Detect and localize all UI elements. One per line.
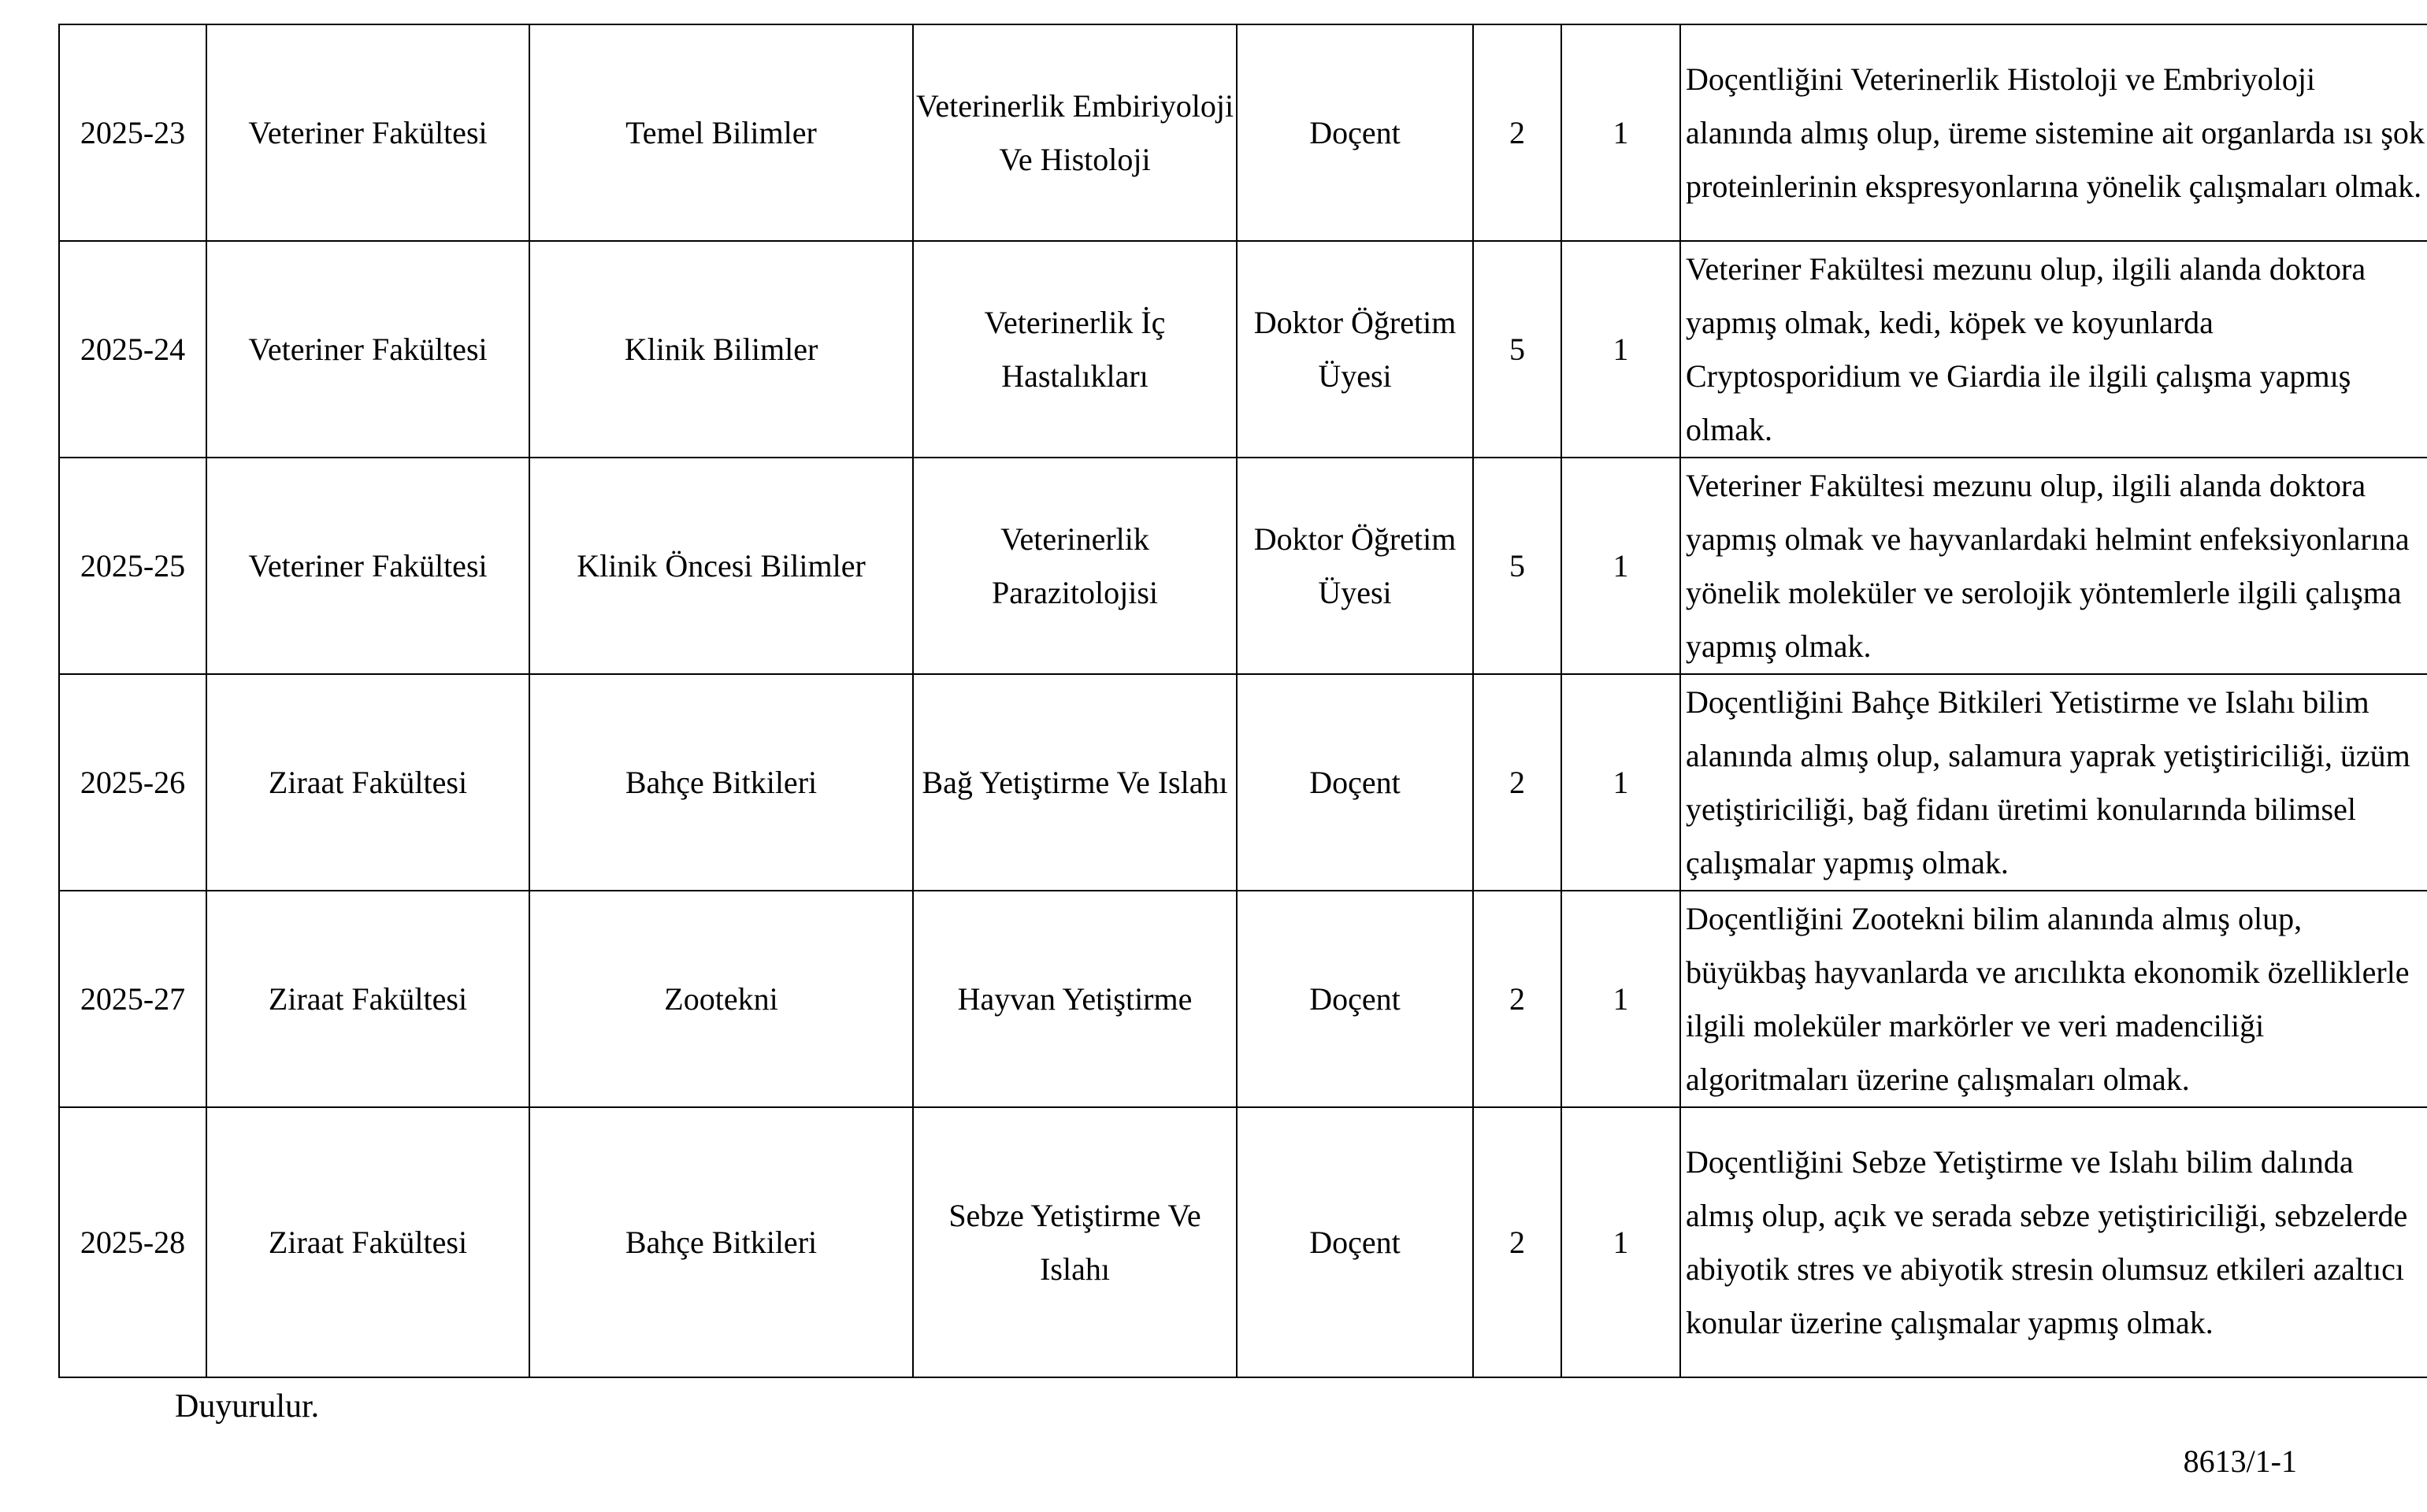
position-description: Doçentliğini Veterinerlik Histoloji ve Embriyoloji alanında almış olup, üreme sistemine ait organlarda ısı şok proteinlerinin ekspresyonlarına yönelik çalışmaları olmak. xyxy=(1680,24,2427,241)
degree-level: 2 xyxy=(1473,891,1561,1107)
degree-level: 5 xyxy=(1473,241,1561,458)
position-code: 2025-28 xyxy=(59,1107,206,1377)
department-name: Zootekni xyxy=(529,891,913,1107)
academic-title: Doktor Öğretim Üyesi xyxy=(1237,241,1473,458)
academic-title: Doçent xyxy=(1237,24,1473,241)
department-name: Bahçe Bitkileri xyxy=(529,674,913,891)
degree-level: 2 xyxy=(1473,674,1561,891)
faculty-name: Ziraat Fakültesi xyxy=(206,674,529,891)
discipline-name: Veterinerlik İç Hastalıkları xyxy=(913,241,1237,458)
position-description: Veteriner Fakültesi mezunu olup, ilgili alanda doktora yapmış olmak, kedi, köpek ve koyunlarda Cryptosporidium ve Giardia ile ilgili çalışma yapmış olmak. xyxy=(1680,241,2427,458)
department-name: Klinik Öncesi Bilimler xyxy=(529,458,913,674)
position-count: 1 xyxy=(1561,891,1680,1107)
faculty-name: Veteriner Fakültesi xyxy=(206,458,529,674)
position-description: Doçentliğini Bahçe Bitkileri Yetistirme ve Islahı bilim alanında almış olup, salamura yaprak yetiştiriciliği, üzüm yetiştiriciliği, bağ fidanı üretimi konularında bilimsel çalışmalar yapmış olmak. xyxy=(1680,674,2427,891)
position-count: 1 xyxy=(1561,458,1680,674)
position-code: 2025-24 xyxy=(59,241,206,458)
academic-title: Doktor Öğretim Üyesi xyxy=(1237,458,1473,674)
table-row xyxy=(59,458,2427,674)
positions-table xyxy=(58,24,2427,1378)
discipline-name: Hayvan Yetiştirme xyxy=(913,891,1237,1107)
faculty-name: Ziraat Fakültesi xyxy=(206,891,529,1107)
position-count: 1 xyxy=(1561,241,1680,458)
discipline-name: Sebze Yetiştirme Ve Islahı xyxy=(913,1107,1237,1377)
table-row xyxy=(59,674,2427,891)
position-code: 2025-26 xyxy=(59,674,206,891)
position-code: 2025-25 xyxy=(59,458,206,674)
faculty-name: Ziraat Fakültesi xyxy=(206,1107,529,1377)
academic-title: Doçent xyxy=(1237,891,1473,1107)
academic-title: Doçent xyxy=(1237,674,1473,891)
table-row xyxy=(59,241,2427,458)
position-description: Doçentliğini Zootekni bilim alanında almış olup, büyükbaş hayvanlarda ve arıcılıkta ekonomik özelliklerle ilgili moleküler markörler ve veri madenciliği algoritmaları üzerine çalışmaları olmak. xyxy=(1680,891,2427,1107)
department-name: Klinik Bilimler xyxy=(529,241,913,458)
faculty-name: Veteriner Fakültesi xyxy=(206,241,529,458)
position-code: 2025-23 xyxy=(59,24,206,241)
position-count: 1 xyxy=(1561,674,1680,891)
degree-level: 2 xyxy=(1473,24,1561,241)
position-description: Doçentliğini Sebze Yetiştirme ve Islahı bilim dalında almış olup, açık ve serada sebze yetiştiriciliği, sebzelerde abiyotik stres ve abiyotik stresin olumsuz etkileri azaltıcı konular üzerine çalışmalar yapmış olmak. xyxy=(1680,1107,2427,1377)
faculty-name: Veteriner Fakültesi xyxy=(206,24,529,241)
department-name: Bahçe Bitkileri xyxy=(529,1107,913,1377)
discipline-name: Veterinerlik Parazitolojisi xyxy=(913,458,1237,674)
discipline-name: Bağ Yetiştirme Ve Islahı xyxy=(913,674,1237,891)
degree-level: 5 xyxy=(1473,458,1561,674)
position-count: 1 xyxy=(1561,24,1680,241)
closing-text: Duyurulur. xyxy=(175,1388,320,1425)
table-row xyxy=(59,24,2427,241)
position-count: 1 xyxy=(1561,1107,1680,1377)
table-row xyxy=(59,891,2427,1107)
position-code: 2025-27 xyxy=(59,891,206,1107)
degree-level: 2 xyxy=(1473,1107,1561,1377)
table-row xyxy=(59,1107,2427,1377)
position-description: Veteriner Fakültesi mezunu olup, ilgili alanda doktora yapmış olmak ve hayvanlardaki helmint enfeksiyonlarına yönelik moleküler ve serolojik yöntemlerle ilgili çalışma yapmış olmak. xyxy=(1680,458,2427,674)
department-name: Temel Bilimler xyxy=(529,24,913,241)
discipline-name: Veterinerlik Embiriyoloji Ve Histoloji xyxy=(913,24,1237,241)
academic-title: Doçent xyxy=(1237,1107,1473,1377)
page-reference: 8613/1-1 xyxy=(2183,1443,2297,1479)
